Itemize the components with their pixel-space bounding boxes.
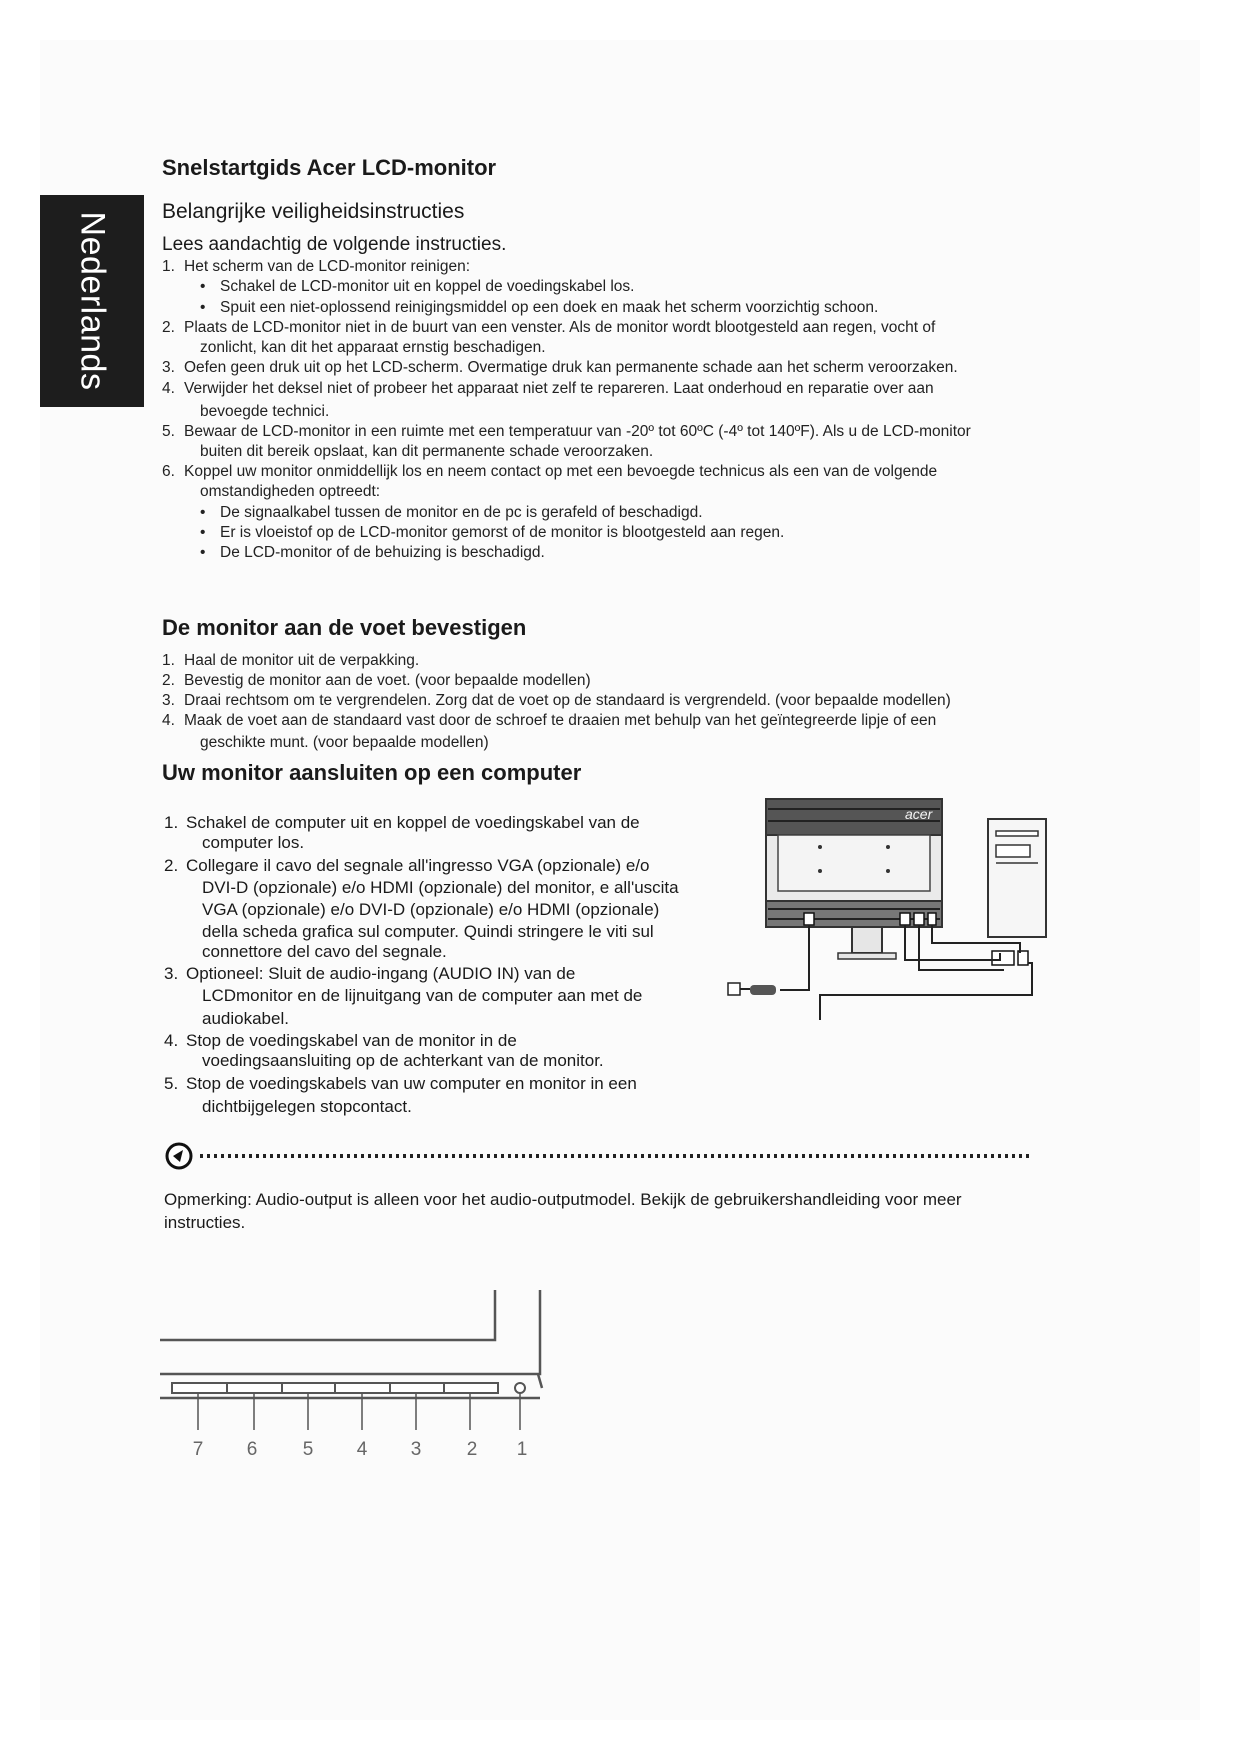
list-number: 5. — [162, 423, 175, 440]
list-item: Koppel uw monitor onmiddellijk los en neem contact op met een bevoegde technicus als een van de volgende — [184, 463, 938, 480]
attach-heading: De monitor aan de voet bevestigen — [162, 615, 527, 640]
list-item-cont: audiokabel. — [202, 1009, 289, 1028]
list-item-cont: geschikte munt. (voor bepaalde modellen) — [200, 734, 489, 751]
list-item: Stop de voedingskabels van uw computer en monitor in een — [186, 1074, 637, 1093]
list-item: Collegare il cavo del segnale all'ingresso VGA (opzionale) e/o — [186, 856, 650, 875]
monitor-back-illustration — [766, 799, 942, 959]
connection-diagram — [720, 795, 1065, 1020]
list-item: Haal de monitor uit de verpakking. — [184, 652, 420, 669]
list-item-cont: omstandigheden optreedt: — [200, 483, 381, 500]
attach-list — [162, 652, 1062, 752]
list-item-cont: zonlicht, kan dit het apparaat ernstig beschadigen. — [200, 339, 546, 356]
button-strip — [172, 1383, 525, 1393]
list-number: 4. — [162, 380, 175, 397]
list-item: Plaats de LCD-monitor niet in de buurt van een venster. Als de monitor wordt blootgesteld aan regen, vocht of — [184, 319, 936, 336]
note-text: Opmerking: Audio-output is alleen voor het audio-outputmodel. Bekijk de gebruikershandleiding voor meer — [164, 1190, 962, 1209]
language-tab — [40, 195, 144, 407]
list-number: 1. — [162, 258, 175, 275]
list-number: 2. — [162, 319, 175, 336]
page-title: Snelstartgids Acer LCD-monitor — [162, 155, 497, 180]
diagram-brand-logo: acer — [905, 806, 933, 822]
list-item-cont: computer los. — [202, 833, 305, 852]
list-number: 4. — [162, 712, 175, 729]
list-number: 1. — [164, 813, 179, 832]
bullet: • — [200, 544, 206, 561]
list-number: 3. — [164, 964, 179, 983]
connect-list — [164, 812, 724, 1122]
list-number: 2. — [164, 856, 179, 875]
language-label: Nederlands — [73, 211, 112, 391]
button-label-3: 3 — [410, 1439, 422, 1460]
list-item: Schakel de LCD-monitor uit en koppel de voedingskabel los. — [220, 278, 635, 295]
list-number: 4. — [164, 1031, 179, 1050]
list-item: Spuit een niet-oplossend reinigingsmiddel op een doek en maak het scherm voorzichtig schoon. — [220, 299, 879, 316]
power-plug-illustration — [728, 983, 776, 995]
list-item-cont: voedingsaansluiting op de achterkant van de monitor. — [202, 1051, 604, 1070]
button-label-7: 7 — [192, 1439, 204, 1460]
bullet: • — [200, 299, 206, 316]
button-label-4: 4 — [356, 1439, 368, 1460]
list-item: Bevestig de monitor aan de voet. (voor bepaalde modellen) — [184, 672, 591, 689]
button-label-5: 5 — [302, 1439, 314, 1460]
list-item: Maak de voet aan de standaard vast door de schroef te draaien met behulp van het geïntegreerde lipje of een — [184, 712, 937, 729]
button-label-1: 1 — [516, 1439, 528, 1460]
list-number: 5. — [164, 1074, 179, 1093]
cables-illustration — [780, 925, 1032, 1020]
monitor-bezel-illustration — [160, 1290, 542, 1398]
list-item: Stop de voedingskabel van de monitor in de — [186, 1031, 517, 1050]
list-number: 3. — [162, 692, 175, 709]
list-item-cont: dichtbijgelegen stopcontact. — [202, 1097, 412, 1116]
button-label-2: 2 — [466, 1439, 478, 1460]
list-item-cont: LCDmonitor en de lijnuitgang van de computer aan met de — [202, 986, 643, 1005]
list-item: Bewaar de LCD-monitor in een ruimte met een temperatuur van -20º tot 60ºC (-4º tot 140ºF). Als u de LCD-monitor — [184, 423, 971, 440]
list-item-cont: bevoegde technici. — [200, 403, 330, 420]
bullet: • — [200, 278, 206, 295]
list-item: Optioneel: Sluit de audio-ingang (AUDIO IN) van de — [186, 964, 576, 983]
list-item: Het scherm van de LCD-monitor reinigen: — [184, 258, 471, 275]
list-number: 6. — [162, 463, 175, 480]
list-item: Verwijder het deksel niet of probeer het apparaat niet zelf te repareren. Laat onderhoud en reparatie over aan — [184, 380, 934, 397]
list-number: 3. — [162, 359, 175, 376]
list-item: De signaalkabel tussen de monitor en de pc is gerafeld of beschadigd. — [220, 504, 703, 521]
list-item: Er is vloeistof op de LCD-monitor gemorst of de monitor is blootgesteld aan regen. — [220, 524, 785, 541]
list-number: 2. — [162, 672, 175, 689]
button-label-6: 6 — [246, 1439, 258, 1460]
safety-lead: Lees aandachtig de volgende instructies. — [162, 234, 507, 255]
list-item-cont: della scheda grafica sul computer. Quindi stringere le viti sul — [202, 922, 654, 941]
safety-heading: Belangrijke veiligheidsinstructies — [162, 200, 465, 223]
note-icon — [167, 1144, 191, 1168]
bullet: • — [200, 524, 206, 541]
note-text-cont: instructies. — [164, 1213, 246, 1232]
list-number: 1. — [162, 652, 175, 669]
list-item-cont: DVI-D (opzionale) e/o HDMI (opzionale) del monitor, e all'uscita — [202, 878, 679, 897]
list-item-cont: buiten dit bereik opslaat, kan dit permanente schade veroorzaken. — [200, 443, 654, 460]
connect-heading: Uw monitor aansluiten op een computer — [162, 760, 582, 785]
list-item-cont: VGA (opzionale) e/o DVI-D (opzionale) e/o HDMI (opzionale) — [202, 900, 660, 919]
list-item: Draai rechtsom om te vergrendelen. Zorg dat de voet op de standaard is vergrendeld. (voor bepaalde modellen) — [184, 692, 951, 709]
list-item: Oefen geen druk uit op het LCD-scherm. Overmatige druk kan permanente schade aan het scherm veroorzaken. — [184, 359, 958, 376]
note-separator — [164, 1140, 1034, 1172]
bullet: • — [200, 504, 206, 521]
front-buttons-diagram — [150, 1290, 560, 1470]
list-item-cont: connettore del cavo del segnale. — [202, 942, 447, 961]
list-item: De LCD-monitor of de behuizing is beschadigd. — [220, 544, 545, 561]
list-item: Schakel de computer uit en koppel de voedingskabel van de — [186, 813, 640, 832]
safety-list — [162, 258, 1062, 568]
